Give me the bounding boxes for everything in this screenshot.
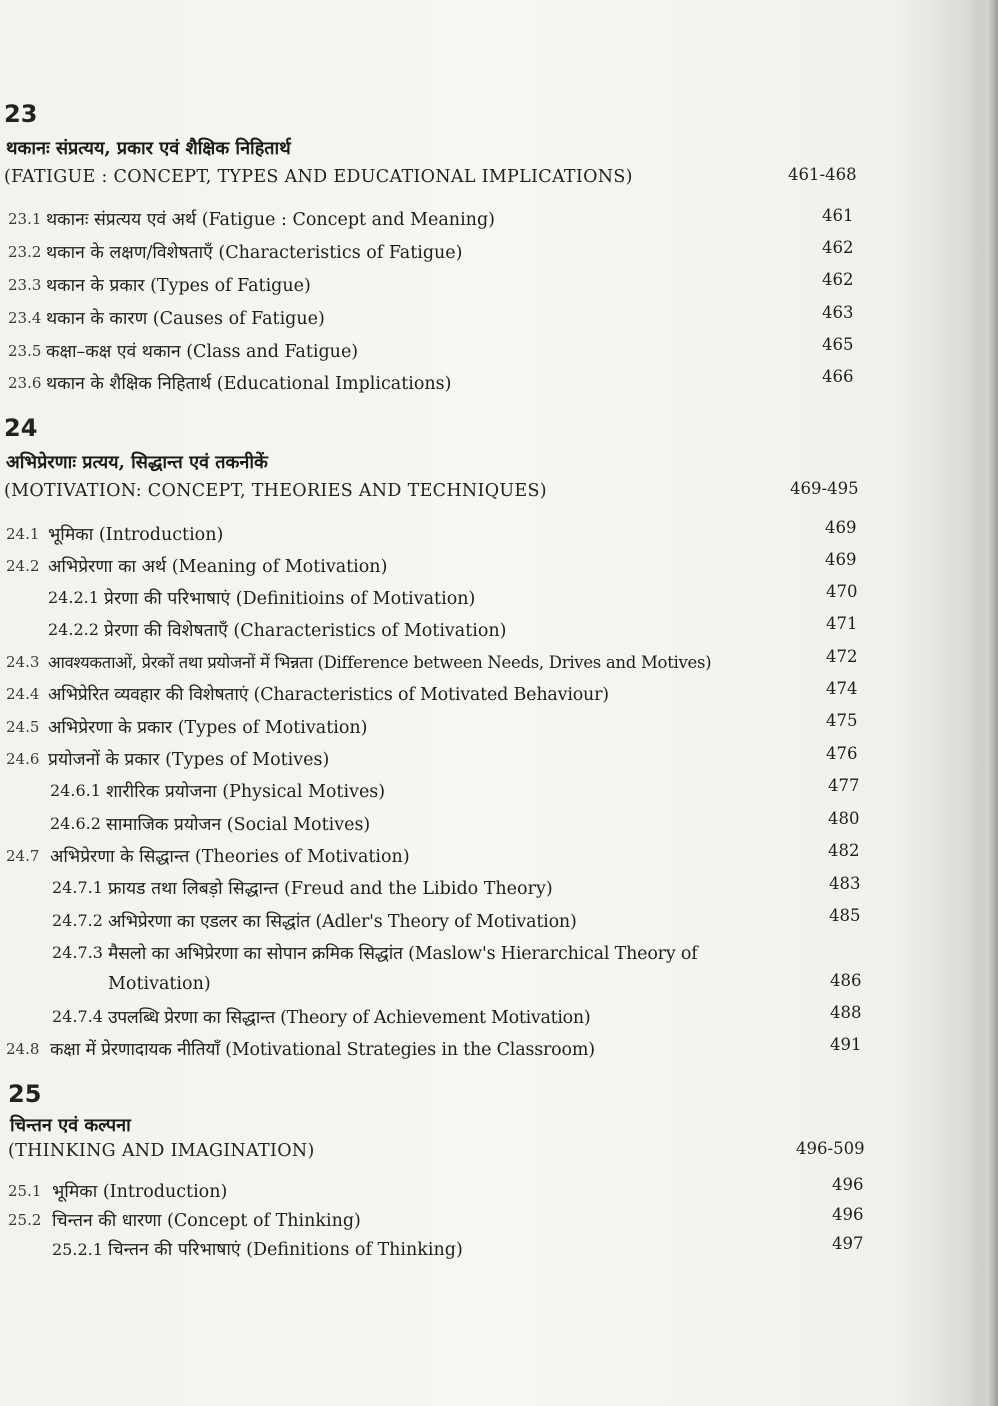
entry-title-continuation: Motivation) <box>108 974 211 994</box>
entry-number: 24.1 <box>6 525 40 543</box>
entry-title: आवश्यकताओं, प्रेरकों तथा प्रयोजनों में भिन्नता (Difference between Needs, Drives and Motives) <box>48 653 712 672</box>
entry-page: 462 <box>822 238 854 257</box>
entry-page: 496 <box>832 1205 864 1224</box>
entry-title: कक्षा में प्रेरणादायक नीतियाँ (Motivational Strategies in the Classroom) <box>50 1040 595 1060</box>
entry-number: 23.3 <box>8 276 42 294</box>
entry-title: प्रेरणा की परिभाषाएं (Definitioins of Motivation) <box>104 589 476 609</box>
entry-title: चिन्तन की परिभाषाएं (Definitions of Thinking) <box>108 1240 463 1260</box>
entry-title: अभिप्रेरणा के सिद्धान्त (Theories of Motivation) <box>50 847 410 867</box>
chapter-title-english: (MOTIVATION: CONCEPT, THEORIES AND TECHNIQUES) <box>4 481 547 501</box>
entry-page: 469 <box>825 518 857 537</box>
entry-page: 462 <box>822 270 854 289</box>
entry-number: 24.2.1 <box>48 588 99 607</box>
entry-number: 24.5 <box>6 718 40 736</box>
chapter-title-english: (FATIGUE : CONCEPT, TYPES AND EDUCATIONAL IMPLICATIONS) <box>4 167 633 187</box>
entry-title: थकान के कारण (Causes of Fatigue) <box>46 309 325 329</box>
entry-page: 483 <box>829 874 861 893</box>
entry-page: 482 <box>828 841 860 860</box>
entry-title: अभिप्रेरणा का अर्थ (Meaning of Motivation) <box>48 557 388 577</box>
entry-number: 24.6.2 <box>50 814 101 833</box>
entry-page: 480 <box>828 809 860 828</box>
chapter-page-range: 469-495 <box>790 479 859 498</box>
entry-title: अभिप्रेरित व्यवहार की विशेषताएं (Characteristics of Motivated Behaviour) <box>48 685 609 705</box>
chapter-title-hindi: चिन्तन एवं कल्पना <box>10 1115 131 1136</box>
page-edge-shadow <box>978 0 998 1406</box>
entry-number: 24.7 <box>6 847 40 865</box>
entry-number: 24.8 <box>6 1040 40 1058</box>
chapter-number: 24 <box>4 414 38 442</box>
entry-page: 496 <box>832 1175 864 1194</box>
entry-page: 497 <box>832 1234 864 1253</box>
entry-title: अभिप्रेरणा का एडलर का सिद्धांत (Adler's Theory of Motivation) <box>108 912 577 932</box>
entry-title: थकान के लक्षण/विशेषताएँ (Characteristics of Fatigue) <box>46 243 463 263</box>
entry-number: 24.7.4 <box>52 1007 103 1026</box>
entry-page: 461 <box>822 206 854 225</box>
chapter-title-hindi: थकानः संप्रत्यय, प्रकार एवं शैक्षिक निहितार्थ <box>6 138 291 159</box>
entry-title: उपलब्धि प्रेरणा का सिद्धान्त (Theory of Achievement Motivation) <box>108 1008 591 1028</box>
entry-title: भूमिका (Introduction) <box>48 525 224 545</box>
entry-page: 485 <box>829 906 861 925</box>
entry-title: भूमिका (Introduction) <box>52 1182 228 1202</box>
entry-number: 24.6.1 <box>50 781 101 800</box>
entry-page: 491 <box>830 1035 862 1054</box>
chapter-page-range: 496-509 <box>796 1139 865 1158</box>
entry-page: 476 <box>826 744 858 763</box>
entry-number: 25.1 <box>8 1182 42 1200</box>
entry-number: 24.7.2 <box>52 911 103 930</box>
entry-page: 474 <box>826 679 858 698</box>
entry-number: 23.6 <box>8 374 42 392</box>
entry-page: 488 <box>830 1003 862 1022</box>
entry-number: 23.1 <box>8 210 42 228</box>
entry-title: फ्रायड तथा लिबड़ो सिद्धान्त (Freud and the Libido Theory) <box>108 879 553 899</box>
entry-number: 24.6 <box>6 750 40 768</box>
chapter-number: 23 <box>4 100 38 128</box>
chapter-number: 25 <box>8 1080 42 1108</box>
entry-number: 25.2 <box>8 1211 42 1229</box>
entry-page: 471 <box>826 614 858 633</box>
entry-page: 470 <box>826 582 858 601</box>
entry-page: 486 <box>830 971 862 990</box>
entry-page: 472 <box>826 647 858 666</box>
chapter-title-english: (THINKING AND IMAGINATION) <box>8 1141 315 1161</box>
entry-title: कक्षा–कक्ष एवं थकान (Class and Fatigue) <box>46 342 359 362</box>
entry-title: चिन्तन की धारणा (Concept of Thinking) <box>52 1211 361 1231</box>
entry-page: 463 <box>822 303 854 322</box>
entry-page: 465 <box>822 335 854 354</box>
chapter-title-hindi: अभिप्रेरणाः प्रत्यय, सिद्धान्त एवं तकनीकें <box>6 452 268 473</box>
entry-page: 466 <box>822 367 854 386</box>
entry-number: 23.5 <box>8 342 42 360</box>
entry-number: 23.2 <box>8 243 42 261</box>
entry-title: शारीरिक प्रयोजना (Physical Motives) <box>106 782 386 802</box>
entry-number: 23.4 <box>8 309 42 327</box>
entry-title: थकानः संप्रत्यय एवं अर्थ (Fatigue : Concept and Meaning) <box>46 210 495 230</box>
entry-title: थकान के शैक्षिक निहितार्थ (Educational Implications) <box>46 374 452 394</box>
entry-title: अभिप्रेरणा के प्रकार (Types of Motivation) <box>48 718 368 738</box>
entry-number: 24.4 <box>6 685 40 703</box>
entry-page: 475 <box>826 711 858 730</box>
entry-title: प्रेरणा की विशेषताएँ (Characteristics of Motivation) <box>104 621 507 641</box>
entry-number: 24.7.3 <box>52 943 103 962</box>
entry-number: 24.3 <box>6 653 40 671</box>
entry-title: सामाजिक प्रयोजन (Social Motives) <box>106 815 371 835</box>
entry-page: 477 <box>828 776 860 795</box>
entry-number: 24.2.2 <box>48 620 99 639</box>
entry-number: 25.2.1 <box>52 1240 103 1259</box>
entry-title: मैसलो का अभिप्रेरणा का सोपान क्रमिक सिद्धांत (Maslow's Hierarchical Theory of <box>108 944 698 964</box>
entry-title: थकान के प्रकार (Types of Fatigue) <box>46 276 311 296</box>
chapter-page-range: 461-468 <box>788 165 857 184</box>
entry-page: 469 <box>825 550 857 569</box>
entry-number: 24.7.1 <box>52 878 103 897</box>
entry-number: 24.2 <box>6 557 40 575</box>
entry-title: प्रयोजनों के प्रकार (Types of Motives) <box>48 750 330 770</box>
